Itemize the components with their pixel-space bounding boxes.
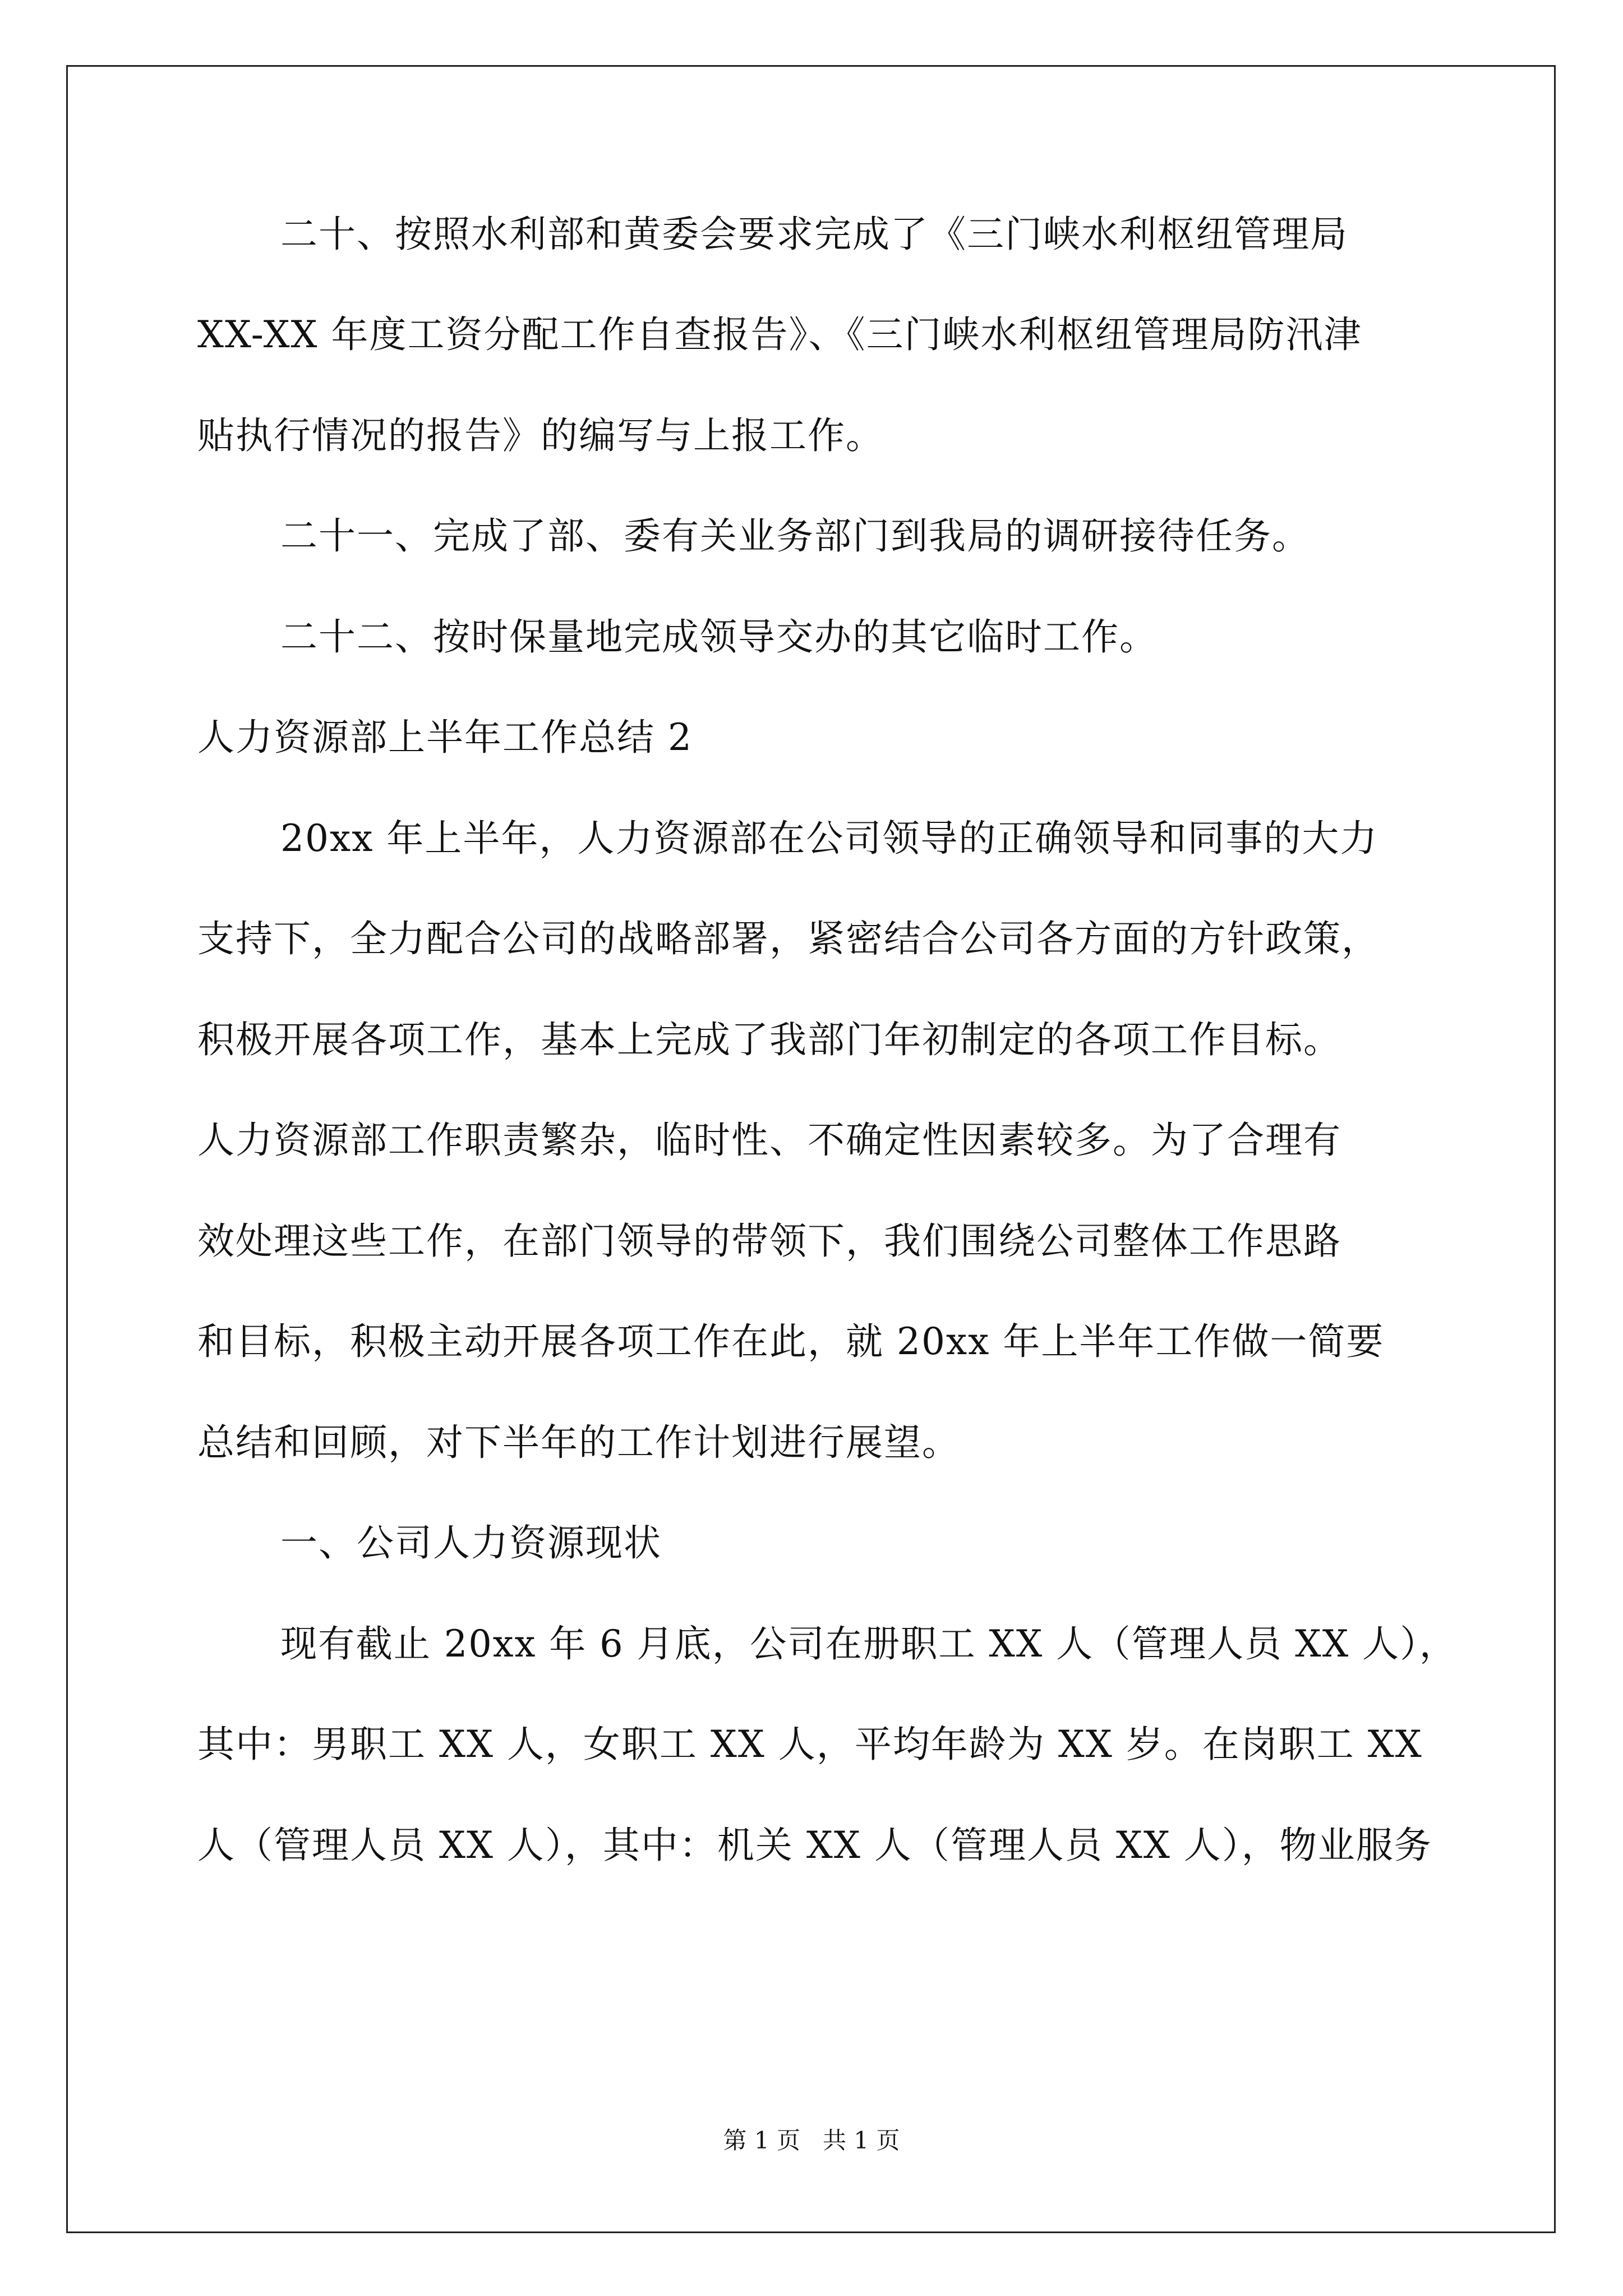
subsection-heading: 一、公司人力资源现状 [280, 1521, 662, 1565]
status-line-2: 其中：男职工 XX 人，女职工 XX 人，平均年龄为 XX 岁。在岗职工 XX [197, 1723, 1423, 1766]
paragraph-20-line-3: 贴执行情况的报告》的编写与上报工作。 [197, 414, 884, 457]
intro-line-4: 人力资源部工作职责繁杂，临时性、不确定性因素较多。为了合理有 [197, 1119, 1341, 1162]
intro-line-2: 支持下，全力配合公司的战略部署，紧密结合公司各方面的方针政策， [197, 917, 1380, 960]
section-heading: 人力资源部上半年工作总结 2 [197, 716, 693, 759]
intro-line-5: 效处理这些工作，在部门领导的带领下，我们围绕公司整体工作思路 [197, 1220, 1341, 1263]
intro-line-6: 和目标，积极主动开展各项工作在此，就 20xx 年上半年工作做一简要 [197, 1320, 1385, 1363]
status-line-3: 人（管理人员 XX 人），其中：机关 XX 人（管理人员 XX 人），物业服务 [197, 1824, 1432, 1867]
paragraph-22: 二十二、按时保量地完成领导交办的其它临时工作。 [280, 615, 1158, 659]
intro-line-1: 20xx 年上半年，人力资源部在公司领导的正确领导和同事的大力 [280, 817, 1378, 860]
status-line-1: 现有截止 20xx 年 6 月底，公司在册职工 XX 人（管理人员 XX 人）， [280, 1622, 1458, 1665]
paragraph-20-line-1: 二十、按照水利部和黄委会要求完成了《三门峡水利枢纽管理局 [280, 213, 1348, 256]
intro-line-7: 总结和回顾，对下半年的工作计划进行展望。 [197, 1421, 960, 1464]
intro-line-3: 积极开展各项工作，基本上完成了我部门年初制定的各项工作目标。 [197, 1018, 1341, 1061]
paragraph-20-line-2: XX-XX 年度工资分配工作自查报告》、《三门峡水利枢纽管理局防汛津 [197, 313, 1362, 356]
paragraph-21: 二十一、完成了部、委有关业务部门到我局的调研接待任务。 [280, 514, 1310, 558]
page-footer: 第 1 页 共 1 页 [723, 2127, 900, 2154]
